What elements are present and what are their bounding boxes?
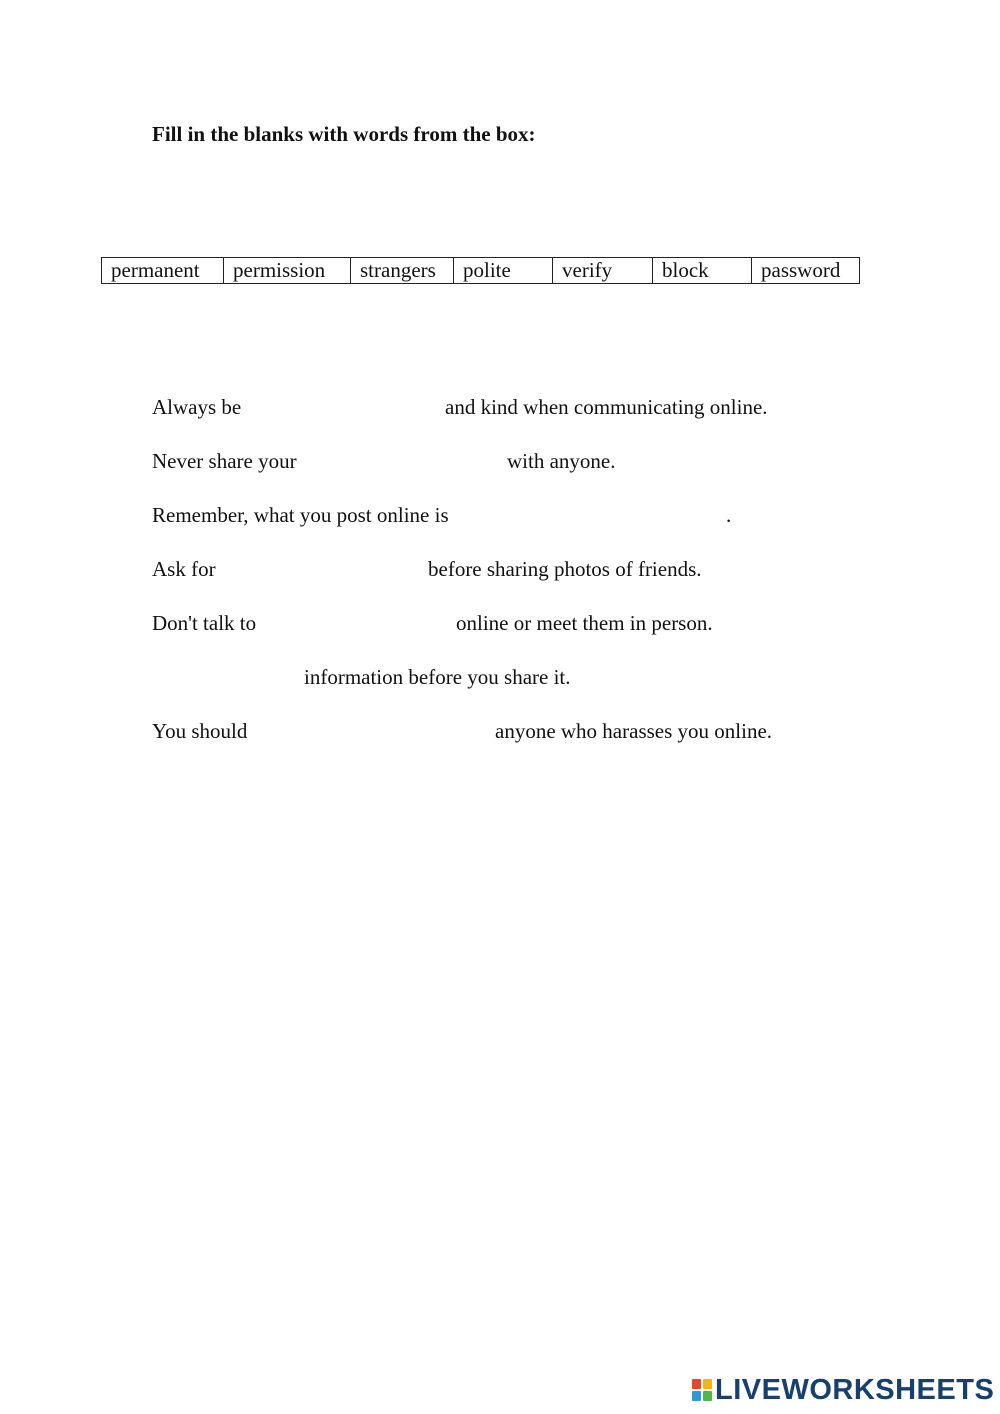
sentence-text-after: anyone who harasses you online. xyxy=(495,719,773,743)
sentence-text-before: Remember, what you post online is xyxy=(152,503,449,527)
sentence-6 xyxy=(0,662,1000,692)
logo-square-blue xyxy=(692,1391,701,1401)
word-box xyxy=(101,257,860,284)
word-box-item: permanent xyxy=(102,258,224,284)
word-box-item: block xyxy=(653,258,752,284)
sentence-text-after: before sharing photos of friends. xyxy=(428,557,702,581)
sentence-text-before: Never share your xyxy=(152,449,297,473)
sentence-3 xyxy=(0,500,1000,530)
sentence-text-after: with anyone. xyxy=(507,449,616,473)
word-box-item: strangers xyxy=(351,258,454,284)
blank-input-7[interactable] xyxy=(268,718,488,744)
sentence-text-after: . xyxy=(726,503,732,527)
liveworksheets-logo-icon xyxy=(692,1379,712,1401)
blank-input-1[interactable] xyxy=(258,394,438,420)
logo-square-red xyxy=(692,1379,701,1389)
sentence-text-before: Don't talk to xyxy=(152,611,257,635)
blank-input-5[interactable] xyxy=(275,610,448,636)
word-box-item: polite xyxy=(454,258,553,284)
sentence-text-after: and kind when communicating online. xyxy=(445,395,768,419)
blank-input-4[interactable] xyxy=(230,556,420,582)
sentence-2 xyxy=(0,446,1000,476)
sentence-5 xyxy=(0,608,1000,638)
blank-input-6[interactable] xyxy=(152,664,297,690)
word-box-item: permission xyxy=(224,258,351,284)
logo-square-yellow xyxy=(703,1379,712,1389)
sentence-1 xyxy=(0,392,1000,422)
sentence-text-before: Ask for xyxy=(152,557,216,581)
sentence-text-after: online or meet them in person. xyxy=(456,611,713,635)
word-box-item: password xyxy=(752,258,860,284)
instruction-heading: Fill in the blanks with words from the box: xyxy=(152,122,536,146)
word-box-item: verify xyxy=(553,258,653,284)
sentence-text-after: information before you share it. xyxy=(304,665,571,689)
logo-square-green xyxy=(703,1391,712,1401)
sentence-7 xyxy=(0,716,1000,746)
sentence-text-before: Always be xyxy=(152,395,242,419)
blank-input-3[interactable] xyxy=(492,502,720,528)
liveworksheets-logo-text: LIVEWORKSHEETS xyxy=(715,1374,995,1406)
blank-input-2[interactable] xyxy=(320,448,500,474)
sentence-text-before: You should xyxy=(152,719,248,743)
liveworksheets-logo xyxy=(692,1374,994,1406)
sentence-4 xyxy=(0,554,1000,584)
